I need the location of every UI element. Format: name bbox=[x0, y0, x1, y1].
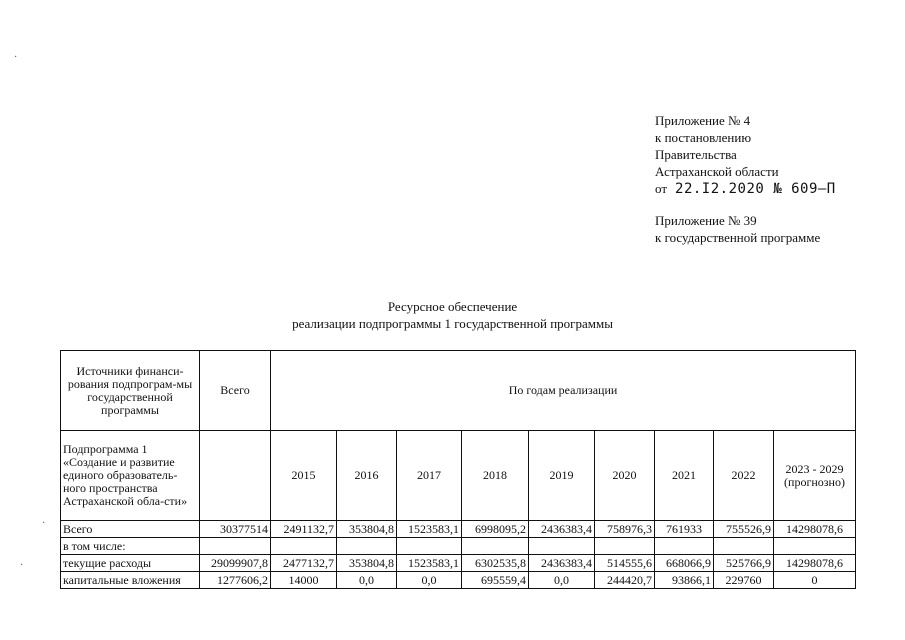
subprogram-total-empty bbox=[200, 431, 271, 521]
row-value: 755526,9 bbox=[714, 521, 774, 538]
row-value: 695559,4 bbox=[462, 572, 529, 589]
table-row bbox=[61, 521, 856, 538]
row-value: 1523583,1 bbox=[397, 521, 462, 538]
row-value: 244420,7 bbox=[595, 572, 655, 589]
header-total: Всего bbox=[200, 351, 271, 431]
empty-cell bbox=[397, 538, 462, 555]
title-line-1: Ресурсное обеспечение bbox=[387, 299, 518, 314]
empty-cell bbox=[595, 538, 655, 555]
header-years: По годам реализации bbox=[271, 351, 856, 431]
table-row bbox=[61, 555, 856, 572]
row-value: 2491132,7 bbox=[271, 521, 337, 538]
row-value: 0 bbox=[774, 572, 856, 589]
row-value: 14000 bbox=[271, 572, 337, 589]
appendix-39-block bbox=[655, 212, 820, 246]
empty-cell bbox=[200, 538, 271, 555]
year-cell: 2017 bbox=[397, 431, 462, 521]
row-value: 2436383,4 bbox=[529, 521, 595, 538]
row-value: 1523583,1 bbox=[397, 555, 462, 572]
header-source: Источники финанси-рования подпрограм-мы государственной программы bbox=[61, 351, 200, 431]
subprogram-name: Подпрограмма 1 «Создание и развитие единого образователь-ного пространства Астраханской обла-сти» bbox=[61, 431, 200, 521]
appendix-line-4: Астраханской области bbox=[655, 164, 779, 179]
row-value: 0,0 bbox=[337, 572, 397, 589]
row-label: капитальные вложения bbox=[61, 572, 200, 589]
row-value: 668066,9 bbox=[655, 555, 714, 572]
empty-cell bbox=[655, 538, 714, 555]
year-cell-forecast: 2023 - 2029 (прогнозно) bbox=[774, 431, 856, 521]
row-value: 229760 bbox=[714, 572, 774, 589]
row-value: 514555,6 bbox=[595, 555, 655, 572]
year-cell: 2018 bbox=[462, 431, 529, 521]
table-header-row bbox=[61, 351, 856, 431]
row-value: 0,0 bbox=[397, 572, 462, 589]
row-value: 6998095,2 bbox=[462, 521, 529, 538]
year-cell: 2016 bbox=[337, 431, 397, 521]
row-value: 2436383,4 bbox=[529, 555, 595, 572]
empty-cell bbox=[714, 538, 774, 555]
appendix-line-3: Правительства bbox=[655, 147, 737, 162]
empty-cell bbox=[774, 538, 856, 555]
row-total: 30377514 bbox=[200, 521, 271, 538]
row-value: 353804,8 bbox=[337, 555, 397, 572]
title-line-2: реализации подпрограммы 1 государственной программы bbox=[292, 316, 613, 331]
row-label: Всего bbox=[61, 521, 200, 538]
row-value: 758976,3 bbox=[595, 521, 655, 538]
empty-cell bbox=[462, 538, 529, 555]
empty-cell bbox=[337, 538, 397, 555]
date-prefix: от bbox=[655, 181, 668, 196]
row-total: 1277606,2 bbox=[200, 572, 271, 589]
appendix-line-1: Приложение № 4 bbox=[655, 113, 751, 128]
year-cell: 2021 bbox=[655, 431, 714, 521]
empty-cell bbox=[529, 538, 595, 555]
table-years-row bbox=[61, 431, 856, 521]
appendix-39-line-1: Приложение № 39 bbox=[655, 213, 757, 228]
appendix-block bbox=[655, 112, 836, 198]
appendix-date-line bbox=[655, 180, 836, 198]
year-cell: 2022 bbox=[714, 431, 774, 521]
empty-cell bbox=[271, 538, 337, 555]
row-label: текущие расходы bbox=[61, 555, 200, 572]
row-total: 29099907,8 bbox=[200, 555, 271, 572]
year-cell: 2019 bbox=[529, 431, 595, 521]
scan-speck: · bbox=[14, 52, 18, 63]
row-label: в том числе: bbox=[61, 538, 200, 555]
funding-table bbox=[60, 350, 856, 589]
row-value: 93866,1 bbox=[655, 572, 714, 589]
row-value: 761933 bbox=[655, 521, 714, 538]
table-row bbox=[61, 572, 856, 589]
row-value: 14298078,6 bbox=[774, 555, 856, 572]
row-value: 0,0 bbox=[529, 572, 595, 589]
appendix-39-line-2: к государственной программе bbox=[655, 230, 821, 245]
scan-speck: · bbox=[20, 560, 24, 571]
scan-speck: · bbox=[42, 518, 46, 529]
row-value: 525766,9 bbox=[714, 555, 774, 572]
document-title bbox=[0, 298, 905, 332]
date-value: 22.I2.2020 № 609–П bbox=[675, 181, 836, 197]
row-value: 2477132,7 bbox=[271, 555, 337, 572]
year-cell: 2020 bbox=[595, 431, 655, 521]
year-cell: 2015 bbox=[271, 431, 337, 521]
row-value: 353804,8 bbox=[337, 521, 397, 538]
row-value: 6302535,8 bbox=[462, 555, 529, 572]
table-row bbox=[61, 538, 856, 555]
appendix-line-2: к постановлению bbox=[655, 130, 752, 145]
row-value: 14298078,6 bbox=[774, 521, 856, 538]
